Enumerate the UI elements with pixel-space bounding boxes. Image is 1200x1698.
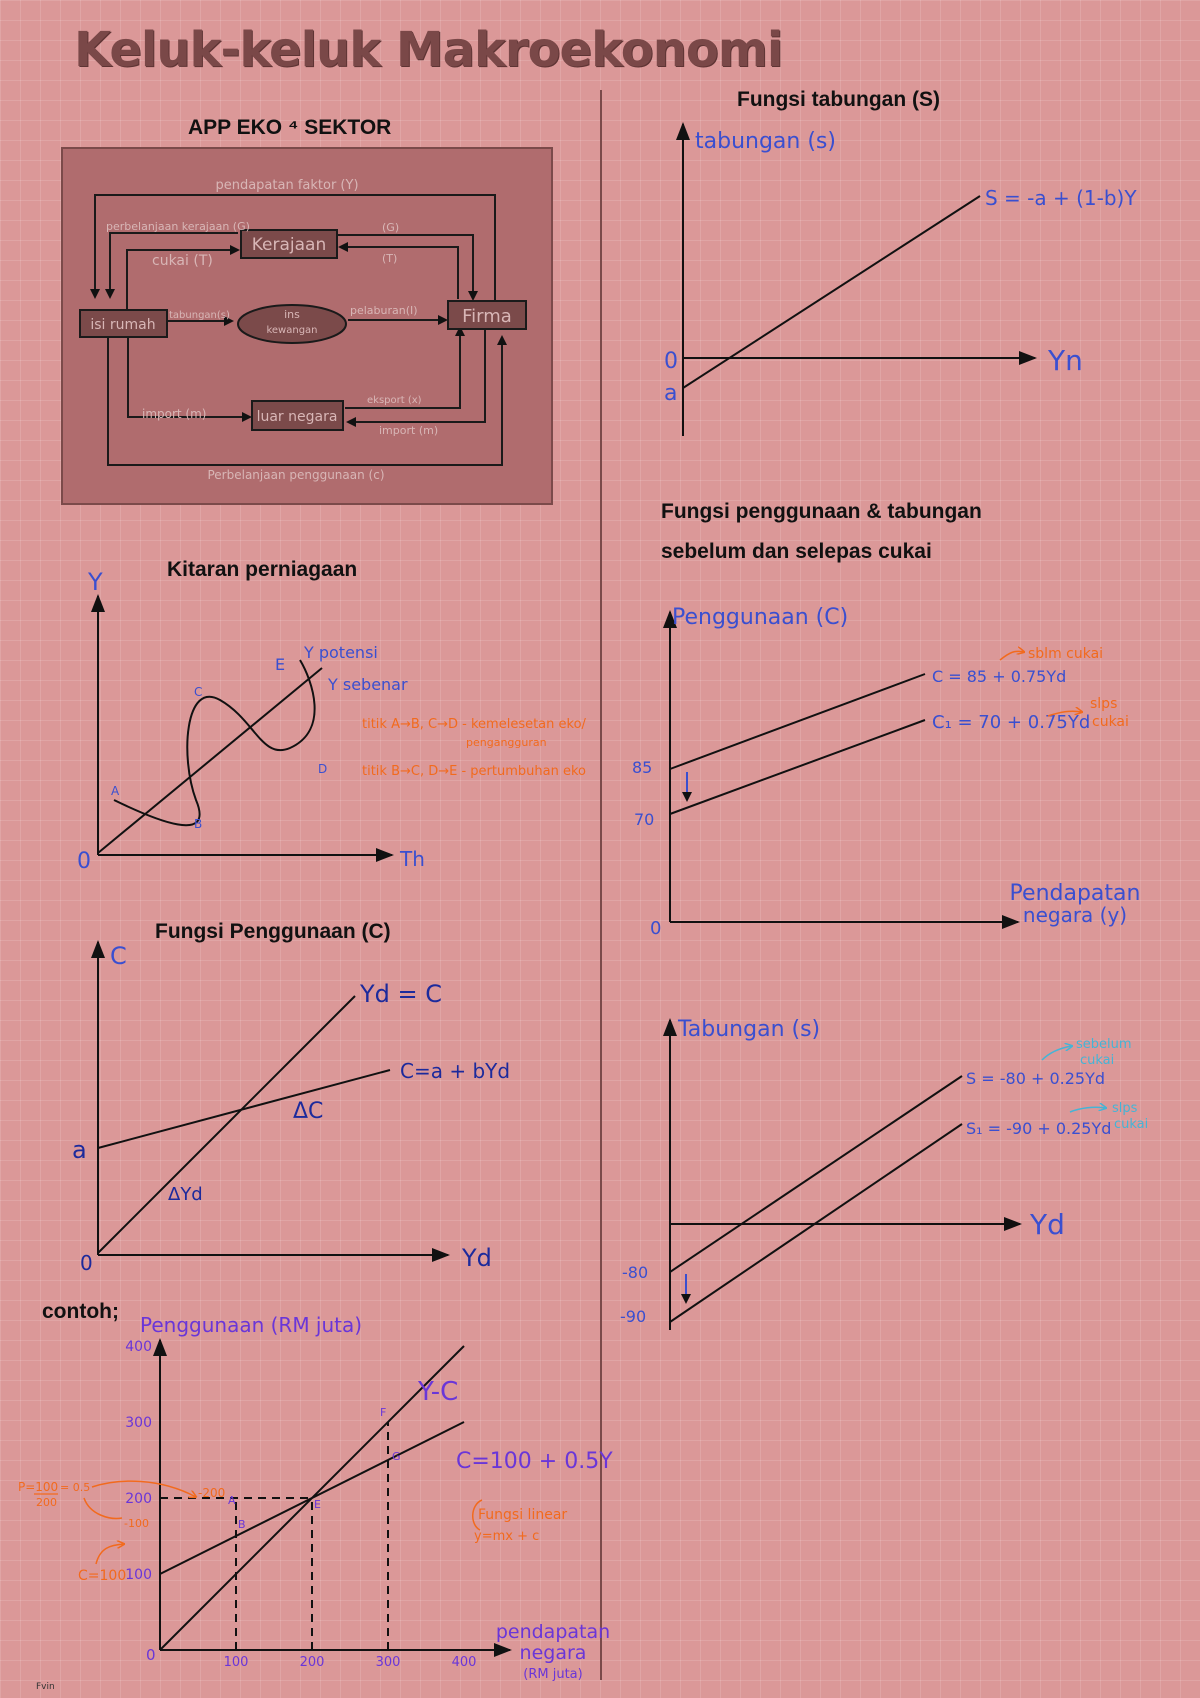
actual-output-label: Y sebenar xyxy=(328,675,408,694)
business-cycle-origin: 0 xyxy=(77,849,91,874)
g-short-label: (G) xyxy=(382,221,400,234)
institution-label-line2: kewangan xyxy=(266,325,318,336)
saving-before-note-line2: cukai xyxy=(1080,1053,1115,1068)
minus100-label: -100 xyxy=(124,1517,149,1530)
example-x-label-line3: (RM juta) xyxy=(523,1667,583,1682)
intercept-note: C=100 xyxy=(78,1568,127,1584)
foreign-label: luar negara xyxy=(256,409,338,425)
consumption-before-tax-label: C = 85 + 0.75Yd xyxy=(932,667,1067,686)
y-tick-100: 100 xyxy=(125,1567,152,1583)
consumption-line xyxy=(98,1070,390,1148)
tax-label: cukai (T) xyxy=(152,253,213,269)
gov-spending-label: perbelanjaan kerajaan (G) xyxy=(106,220,250,233)
factor-income-label: pendapatan faktor (Y) xyxy=(215,178,359,193)
saving-after-note-line2: cukai xyxy=(1114,1117,1149,1132)
example-heading: contoh; xyxy=(42,1300,119,1323)
page-title: Keluk-keluk Makroekonomi xyxy=(74,22,783,78)
delta-c-label: ΔC xyxy=(293,1099,324,1124)
business-cycle-x-label: Th xyxy=(400,847,425,871)
tick-85: 85 xyxy=(632,758,653,777)
point-a-label: A xyxy=(228,1494,236,1507)
saving-before-tax-arrow xyxy=(1042,1046,1072,1060)
forty-five-degree-line xyxy=(98,996,355,1253)
saving-intercept: a xyxy=(664,381,678,406)
slope-note-den: 200 xyxy=(36,1496,57,1509)
minus200-label: -200 xyxy=(198,1486,226,1500)
point-a-label: A xyxy=(111,784,120,798)
actual-output-curve xyxy=(114,660,315,825)
saving-function-heading: Fungsi tabungan (S) xyxy=(737,88,940,111)
tax-consumption-x-label-line1: Pendapatan xyxy=(1009,881,1141,906)
y-tick-200: 200 xyxy=(125,1491,152,1507)
import-right-label: import (m) xyxy=(379,424,439,437)
business-cycle-y-label: Y xyxy=(88,568,103,596)
intercept-note-arrow xyxy=(96,1544,124,1564)
y-tick-300: 300 xyxy=(125,1415,152,1431)
saving-before-tax-label: S = -80 + 0.25Yd xyxy=(966,1069,1105,1088)
circular-flow-diagram xyxy=(62,148,552,504)
point-e-label: E xyxy=(314,1498,321,1511)
before-tax-note: sblm cukai xyxy=(1028,646,1104,662)
tax-consumption-y-label: Penggunaan (C) xyxy=(672,605,849,630)
consumption-after-tax-line xyxy=(670,720,925,814)
point-e-label: E xyxy=(275,655,286,674)
saving-y-label: tabungan (s) xyxy=(695,129,836,154)
investment-label: pelaburan(I) xyxy=(350,304,418,317)
saving-origin: 0 xyxy=(664,349,678,374)
tax-consumption-origin: 0 xyxy=(650,918,662,939)
x-tick-400: 400 xyxy=(451,1655,477,1670)
example-origin: 0 xyxy=(146,1646,156,1664)
before-tax-arrow xyxy=(1000,651,1024,660)
example-chart xyxy=(18,1313,613,1682)
point-b-label: B xyxy=(194,817,203,831)
linear-note-line2: y=mx + c xyxy=(474,1529,540,1544)
saving-x-label: Yn xyxy=(1048,344,1083,377)
tax-effect-heading-line2: sebelum dan selepas cukai xyxy=(661,540,932,563)
tick-minus-80: -80 xyxy=(622,1263,649,1282)
saving-after-note-line1: slps xyxy=(1112,1101,1138,1116)
after-tax-note-line1: slps xyxy=(1090,696,1118,712)
tax-consumption-chart xyxy=(632,605,1140,939)
recession-note-line2: pengangguran xyxy=(466,736,547,749)
linear-note-line1: Fungsi linear xyxy=(478,1507,568,1523)
tax-saving-y-label: Tabungan (s) xyxy=(678,1017,821,1042)
point-f-label: F xyxy=(380,1406,387,1419)
savings-label: tabungan(s) xyxy=(169,310,230,321)
example-x-label-line2: negara xyxy=(519,1642,587,1664)
after-tax-note-line2: cukai xyxy=(1092,714,1129,730)
t-short-label: (T) xyxy=(382,252,398,265)
tick-minus-90: -90 xyxy=(620,1307,647,1326)
delta-yd-label: ΔYd xyxy=(168,1184,203,1205)
point-d-label: D xyxy=(318,762,328,776)
business-cycle-chart xyxy=(77,568,587,874)
saving-after-tax-label: S₁ = -90 + 0.25Yd xyxy=(966,1119,1112,1138)
forty-five-line-label: Yd = C xyxy=(360,980,443,1008)
export-label: eksport (x) xyxy=(367,395,422,406)
saving-line-label: S = -a + (1-b)Y xyxy=(985,186,1137,210)
point-c-label: C xyxy=(194,685,203,699)
consumption-x-label: Yd xyxy=(462,1244,492,1272)
growth-note: titik B→C, D→E - pertumbuhan eko xyxy=(362,764,586,779)
signature: Fvin xyxy=(36,1682,55,1692)
saving-after-tax-arrow xyxy=(1070,1107,1106,1112)
consumption-function-chart xyxy=(72,942,510,1275)
point-g-label: G xyxy=(392,1450,401,1463)
consumption-before-tax-line xyxy=(670,674,925,769)
slope-note-p: P=100 xyxy=(18,1480,59,1494)
firm-label: Firma xyxy=(462,306,512,327)
slope-note-value: = 0.5 xyxy=(60,1481,91,1494)
potential-output-label: Y potensi xyxy=(304,643,378,662)
x-tick-300: 300 xyxy=(375,1655,401,1670)
y-tick-400: 400 xyxy=(125,1339,152,1355)
consumption-label: Perbelanjaan penggunaan (c) xyxy=(207,468,385,482)
x-tick-200: 200 xyxy=(299,1655,325,1670)
consumption-y-label: C xyxy=(110,942,127,970)
saving-function-chart xyxy=(664,124,1137,436)
business-cycle-heading: Kitaran perniagaan xyxy=(167,558,358,581)
circular-flow-heading: APP EKO ⁴ SEKTOR xyxy=(188,116,392,139)
consumption-intercept: a xyxy=(72,1136,87,1164)
tax-saving-chart xyxy=(620,1017,1148,1330)
recession-note-line1: titik A→B, C→D - kemelesetan eko/ xyxy=(362,717,586,732)
household-label: isi rumah xyxy=(90,317,156,333)
institution-label-line1: ins xyxy=(284,308,300,321)
saving-before-note-line1: sebelum xyxy=(1076,1037,1132,1052)
example-45-line-label: Y-C xyxy=(418,1377,459,1407)
consumption-after-tax-label: C₁ = 70 + 0.75Yd xyxy=(932,712,1091,733)
slope-note-curve xyxy=(84,1498,122,1518)
consumption-line-label: C=a + bYd xyxy=(400,1059,511,1083)
example-y-label: Penggunaan (RM juta) xyxy=(140,1313,363,1337)
tax-consumption-x-label-line2: negara (y) xyxy=(1022,903,1128,927)
x-tick-100: 100 xyxy=(223,1655,249,1670)
example-consumption-line-label: C=100 + 0.5Y xyxy=(456,1449,613,1474)
example-x-label-line1: pendapatan xyxy=(495,1621,611,1643)
government-label: Kerajaan xyxy=(251,235,327,255)
consumption-origin: 0 xyxy=(80,1251,93,1275)
saving-line xyxy=(683,196,980,388)
consumption-function-heading: Fungsi Penggunaan (C) xyxy=(155,920,391,943)
import-left-label: import (m) xyxy=(142,407,207,421)
saving-before-tax-line xyxy=(670,1076,962,1272)
tax-effect-heading-line1: Fungsi penggunaan & tabungan xyxy=(661,500,982,523)
tick-70: 70 xyxy=(634,810,655,829)
tax-saving-x-label: Yd xyxy=(1030,1208,1065,1241)
point-b-label: B xyxy=(238,1518,246,1531)
